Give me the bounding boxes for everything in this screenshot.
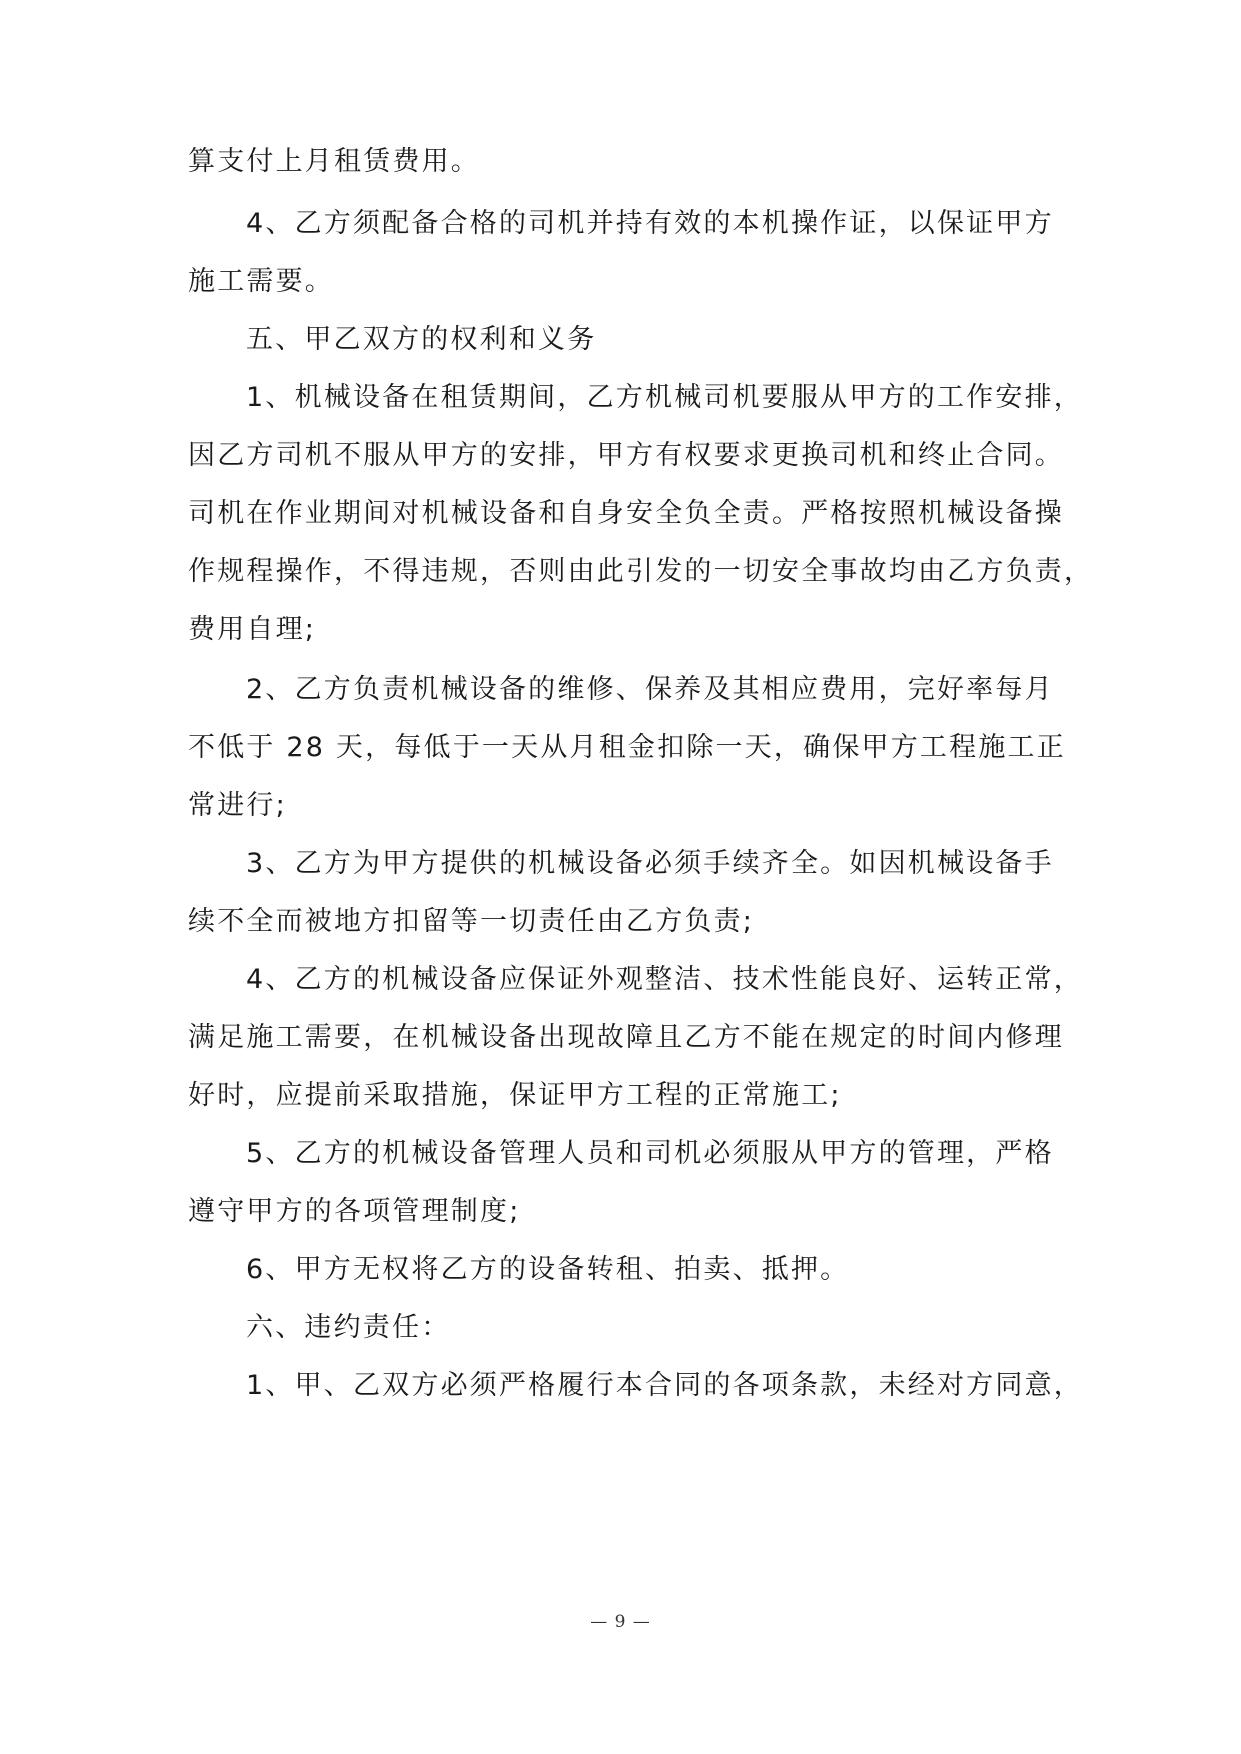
text-line: 满足施工需要，在机械设备出现故障且乙方不能在规定的时间内修理 [188, 1022, 1064, 1053]
text-line: 3、乙方为甲方提供的机械设备必须手续齐全。如因机械设备手 [246, 848, 1054, 879]
text-line: 作规程操作，不得违规，否则由此引发的一切安全事故均由乙方负责， [188, 556, 1094, 587]
text-line: 费用自理; [188, 614, 317, 645]
page-number: — 9 — [590, 1612, 651, 1632]
section-heading: 五、甲乙双方的权利和义务 [246, 324, 597, 355]
text-line: 因乙方司机不服从甲方的安排，甲方有权要求更换司机和终止合同。 [188, 440, 1064, 471]
text-line: 1、甲、乙双方必须严格履行本合同的各项条款，未经对方同意， [246, 1370, 1083, 1401]
text-line: 司机在作业期间对机械设备和自身安全负全责。严格按照机械设备操 [188, 498, 1064, 529]
section-heading: 六、违约责任： [246, 1312, 451, 1343]
text-line: 不低于 28 天，每低于一天从月租金扣除一天，确保甲方工程施工正 [188, 732, 1066, 763]
text-line: 好时，应提前采取措施，保证甲方工程的正常施工; [188, 1080, 842, 1111]
text-line: 施工需要。 [188, 266, 334, 297]
text-line: 续不全而被地方扣留等一切责任由乙方负责; [188, 906, 755, 937]
text-line: 1、机械设备在租赁期间，乙方机械司机要服从甲方的工作安排， [246, 382, 1083, 413]
text-line: 常进行; [188, 790, 287, 821]
text-line: 遵守甲方的各项管理制度; [188, 1196, 521, 1227]
text-line: 算支付上月租赁费用。 [188, 146, 480, 177]
text-line: 5、乙方的机械设备管理人员和司机必须服从甲方的管理，严格 [246, 1138, 1054, 1169]
text-line: 2、乙方负责机械设备的维修、保养及其相应费用，完好率每月 [246, 674, 1054, 705]
text-line: 6、甲方无权将乙方的设备转租、拍卖、抵押。 [246, 1254, 850, 1285]
text-line: 4、乙方须配备合格的司机并持有效的本机操作证，以保证甲方 [246, 208, 1054, 239]
text-line: 4、乙方的机械设备应保证外观整洁、技术性能良好、运转正常， [246, 964, 1083, 995]
